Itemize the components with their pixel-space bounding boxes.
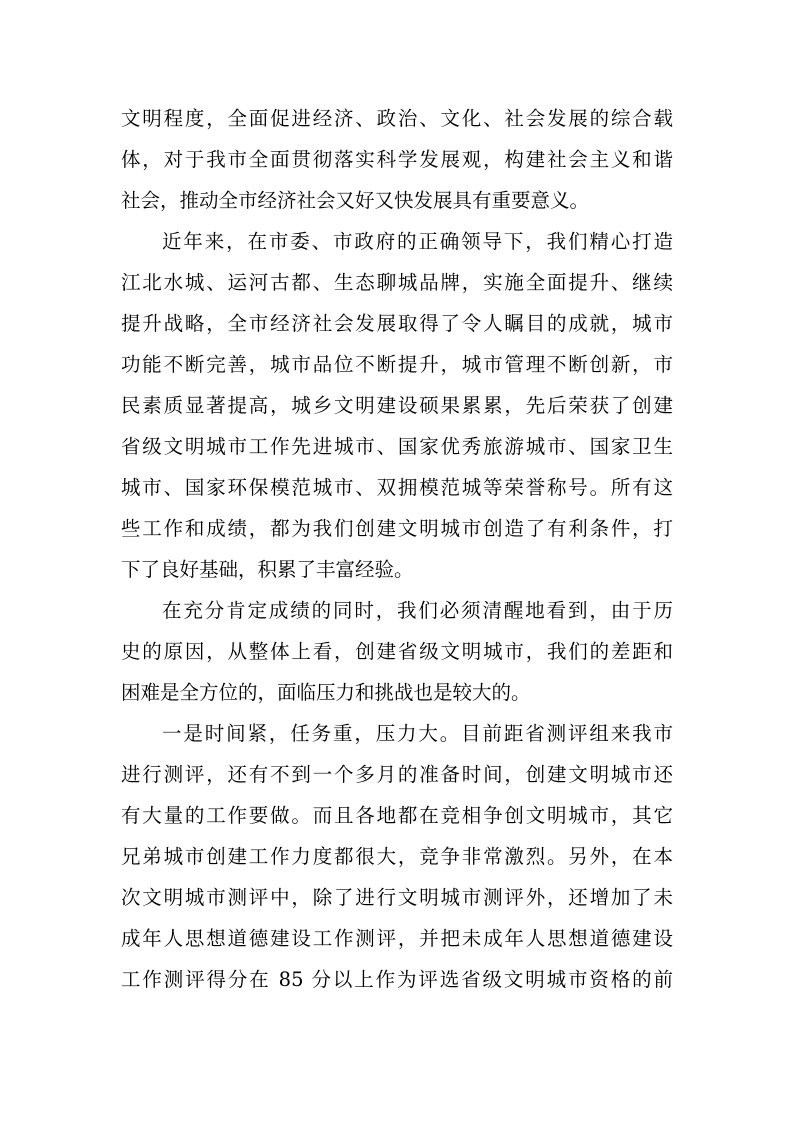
text-line: 近年来，在市委、市政府的正确领导下，我们精心打造: [162, 230, 673, 253]
text-line: 困难是全方位的，面临压力和挑战也是较大的。: [121, 681, 531, 704]
text-line: 提升战略，全市经济社会发展取得了令人瞩目的成就，城市: [121, 312, 673, 335]
text-line: 下了良好基础，积累了丰富经验。: [121, 558, 414, 581]
text-line: 些工作和成绩，都为我们创建文明城市创造了有利条件，打: [121, 517, 673, 540]
paragraph-1: [121, 98, 673, 221]
text-line: 在充分肯定成绩的同时，我们必须清醒地看到，由于历: [162, 599, 673, 622]
text-line: 社会，推动全市经济社会又好又快发展具有重要意义。: [121, 189, 590, 212]
text-line: 工作测评得分在 85 分以上作为评选省级文明城市资格的前: [121, 968, 673, 991]
text-line: 进行测评，还有不到一个多月的准备时间，创建文明城市还: [121, 763, 673, 786]
text-line: 文明程度，全面促进经济、政治、文化、社会发展的综合载: [121, 107, 673, 130]
text-line: 次文明城市测评中，除了进行文明城市测评外，还增加了未: [121, 886, 673, 909]
paragraph-4: [121, 713, 673, 1000]
text-line: 成年人思想道德建设工作测评，并把未成年人思想道德建设: [121, 927, 673, 950]
text-line: 江北水城、运河古都、生态聊城品牌，实施全面提升、继续: [121, 271, 673, 294]
document-body: [121, 98, 673, 1000]
text-line: 体，对于我市全面贯彻落实科学发展观，构建社会主义和谐: [121, 148, 673, 171]
text-line: 一是时间紧，任务重，压力大。目前距省测评组来我市: [162, 722, 673, 745]
paragraph-3: [121, 590, 673, 713]
text-line: 民素质显著提高，城乡文明建设硕果累累，先后荣获了创建: [121, 394, 673, 417]
text-line: 城市、国家环保模范城市、双拥模范城等荣誉称号。所有这: [121, 476, 673, 499]
text-line: 功能不断完善，城市品位不断提升，城市管理不断创新，市: [121, 353, 673, 376]
paragraph-2: [121, 221, 673, 590]
text-line: 兄弟城市创建工作力度都很大，竞争非常激烈。另外，在本: [121, 845, 673, 868]
text-line: 省级文明城市工作先进城市、国家优秀旅游城市、国家卫生: [121, 435, 673, 458]
text-line: 有大量的工作要做。而且各地都在竞相争创文明城市，其它: [121, 804, 673, 827]
text-line: 史的原因，从整体上看，创建省级文明城市，我们的差距和: [121, 640, 673, 663]
